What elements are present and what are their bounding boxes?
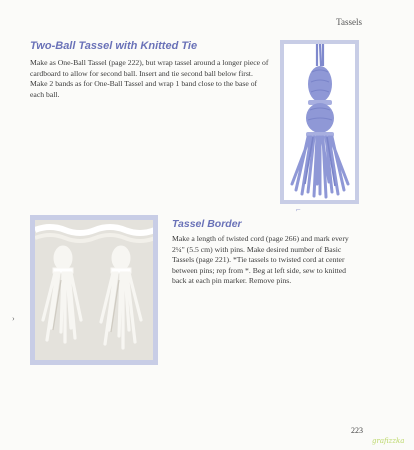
lavender-tassel-illustration: [284, 44, 355, 200]
watermark: grafizzka: [372, 437, 405, 445]
edge-mark-icon: ⌐: [296, 205, 301, 214]
two-ball-tassel-heading: Two-Ball Tassel with Knitted Tie: [30, 40, 198, 52]
tassel-border-photo: [30, 215, 158, 365]
tassel-border-instructions: Make a length of twisted cord (page 266) and mark every 2¼" (5.5 cm) with pins. Make desired number of Basic Tassels (page 221). *Tie tassels to twisted cord at center between pins; rep from *. Beg at left side, sew to knitted back at each pin marker. Remove pins.: [172, 234, 349, 285]
margin-mark-icon: ›: [12, 314, 15, 323]
white-tassel-border-illustration: [35, 220, 153, 360]
page-number: 223: [351, 426, 363, 435]
two-ball-tassel-instructions: Make as One-Ball Tassel (page 222), but wrap tassel around a longer piece of cardboard to allow for second ball. Insert and tie second ball below first. Make 2 bands as for One-Ball Tassel and wrap 1 band close to the base of each ball.: [30, 58, 269, 99]
running-head: Tassels: [336, 17, 362, 27]
tassel-border-heading: Tassel Border: [172, 218, 242, 230]
two-ball-tassel-photo: [280, 40, 359, 204]
